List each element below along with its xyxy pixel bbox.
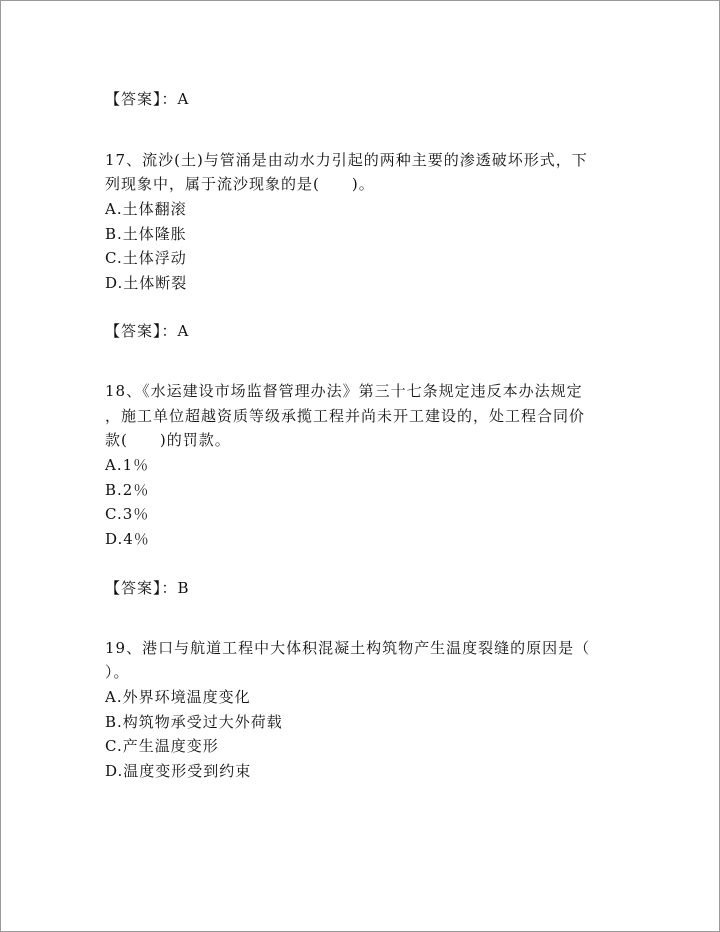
question-18-text-cont: 款( )的罚款。: [105, 431, 231, 449]
question-17-option-c: C.土体浮动: [105, 249, 187, 267]
question-17-option-d: D.土体断裂: [105, 274, 188, 292]
question-19-option-c: C.产生温度变形: [105, 737, 219, 755]
question-18-option-c: C.3％: [105, 505, 150, 523]
question-19-text-cont: ）。: [105, 663, 130, 681]
question-19-option-a: A.外界环境温度变化: [105, 688, 251, 706]
question-17-text-cont: 列现象中，属于流沙现象的是( )。: [105, 175, 375, 193]
question-19-text: 19、港口与航道工程中大体积混凝土构筑物产生温度裂缝的原因是（: [105, 639, 591, 657]
question-18-option-d: D.4％: [105, 530, 150, 548]
question-17-option-a: A.土体翻滚: [105, 200, 187, 218]
question-18-text: 18、《水运建设市场监督管理办法》第三十七条规定违反本办法规定: [105, 382, 583, 400]
answer-label: 【答案】：A: [105, 90, 190, 108]
question-19-option-b: B.构筑物承受过大外荷载: [105, 713, 283, 731]
question-17-text: 17、流沙(土)与管涌是由动水力引起的两种主要的渗透破坏形式，下: [105, 151, 588, 169]
answer-label: 【答案】：B: [105, 579, 190, 597]
question-19-option-d: D.温度变形受到约束: [105, 762, 252, 780]
question-17-option-b: B.土体隆胀: [105, 225, 187, 243]
question-18-option-b: B.2％: [105, 481, 150, 499]
question-18-option-a: A.1％: [105, 456, 150, 474]
answer-label: 【答案】：A: [105, 322, 190, 340]
question-18-text-cont: ，施工单位超越资质等级承揽工程并尚未开工建设的，处工程合同价: [105, 407, 586, 425]
